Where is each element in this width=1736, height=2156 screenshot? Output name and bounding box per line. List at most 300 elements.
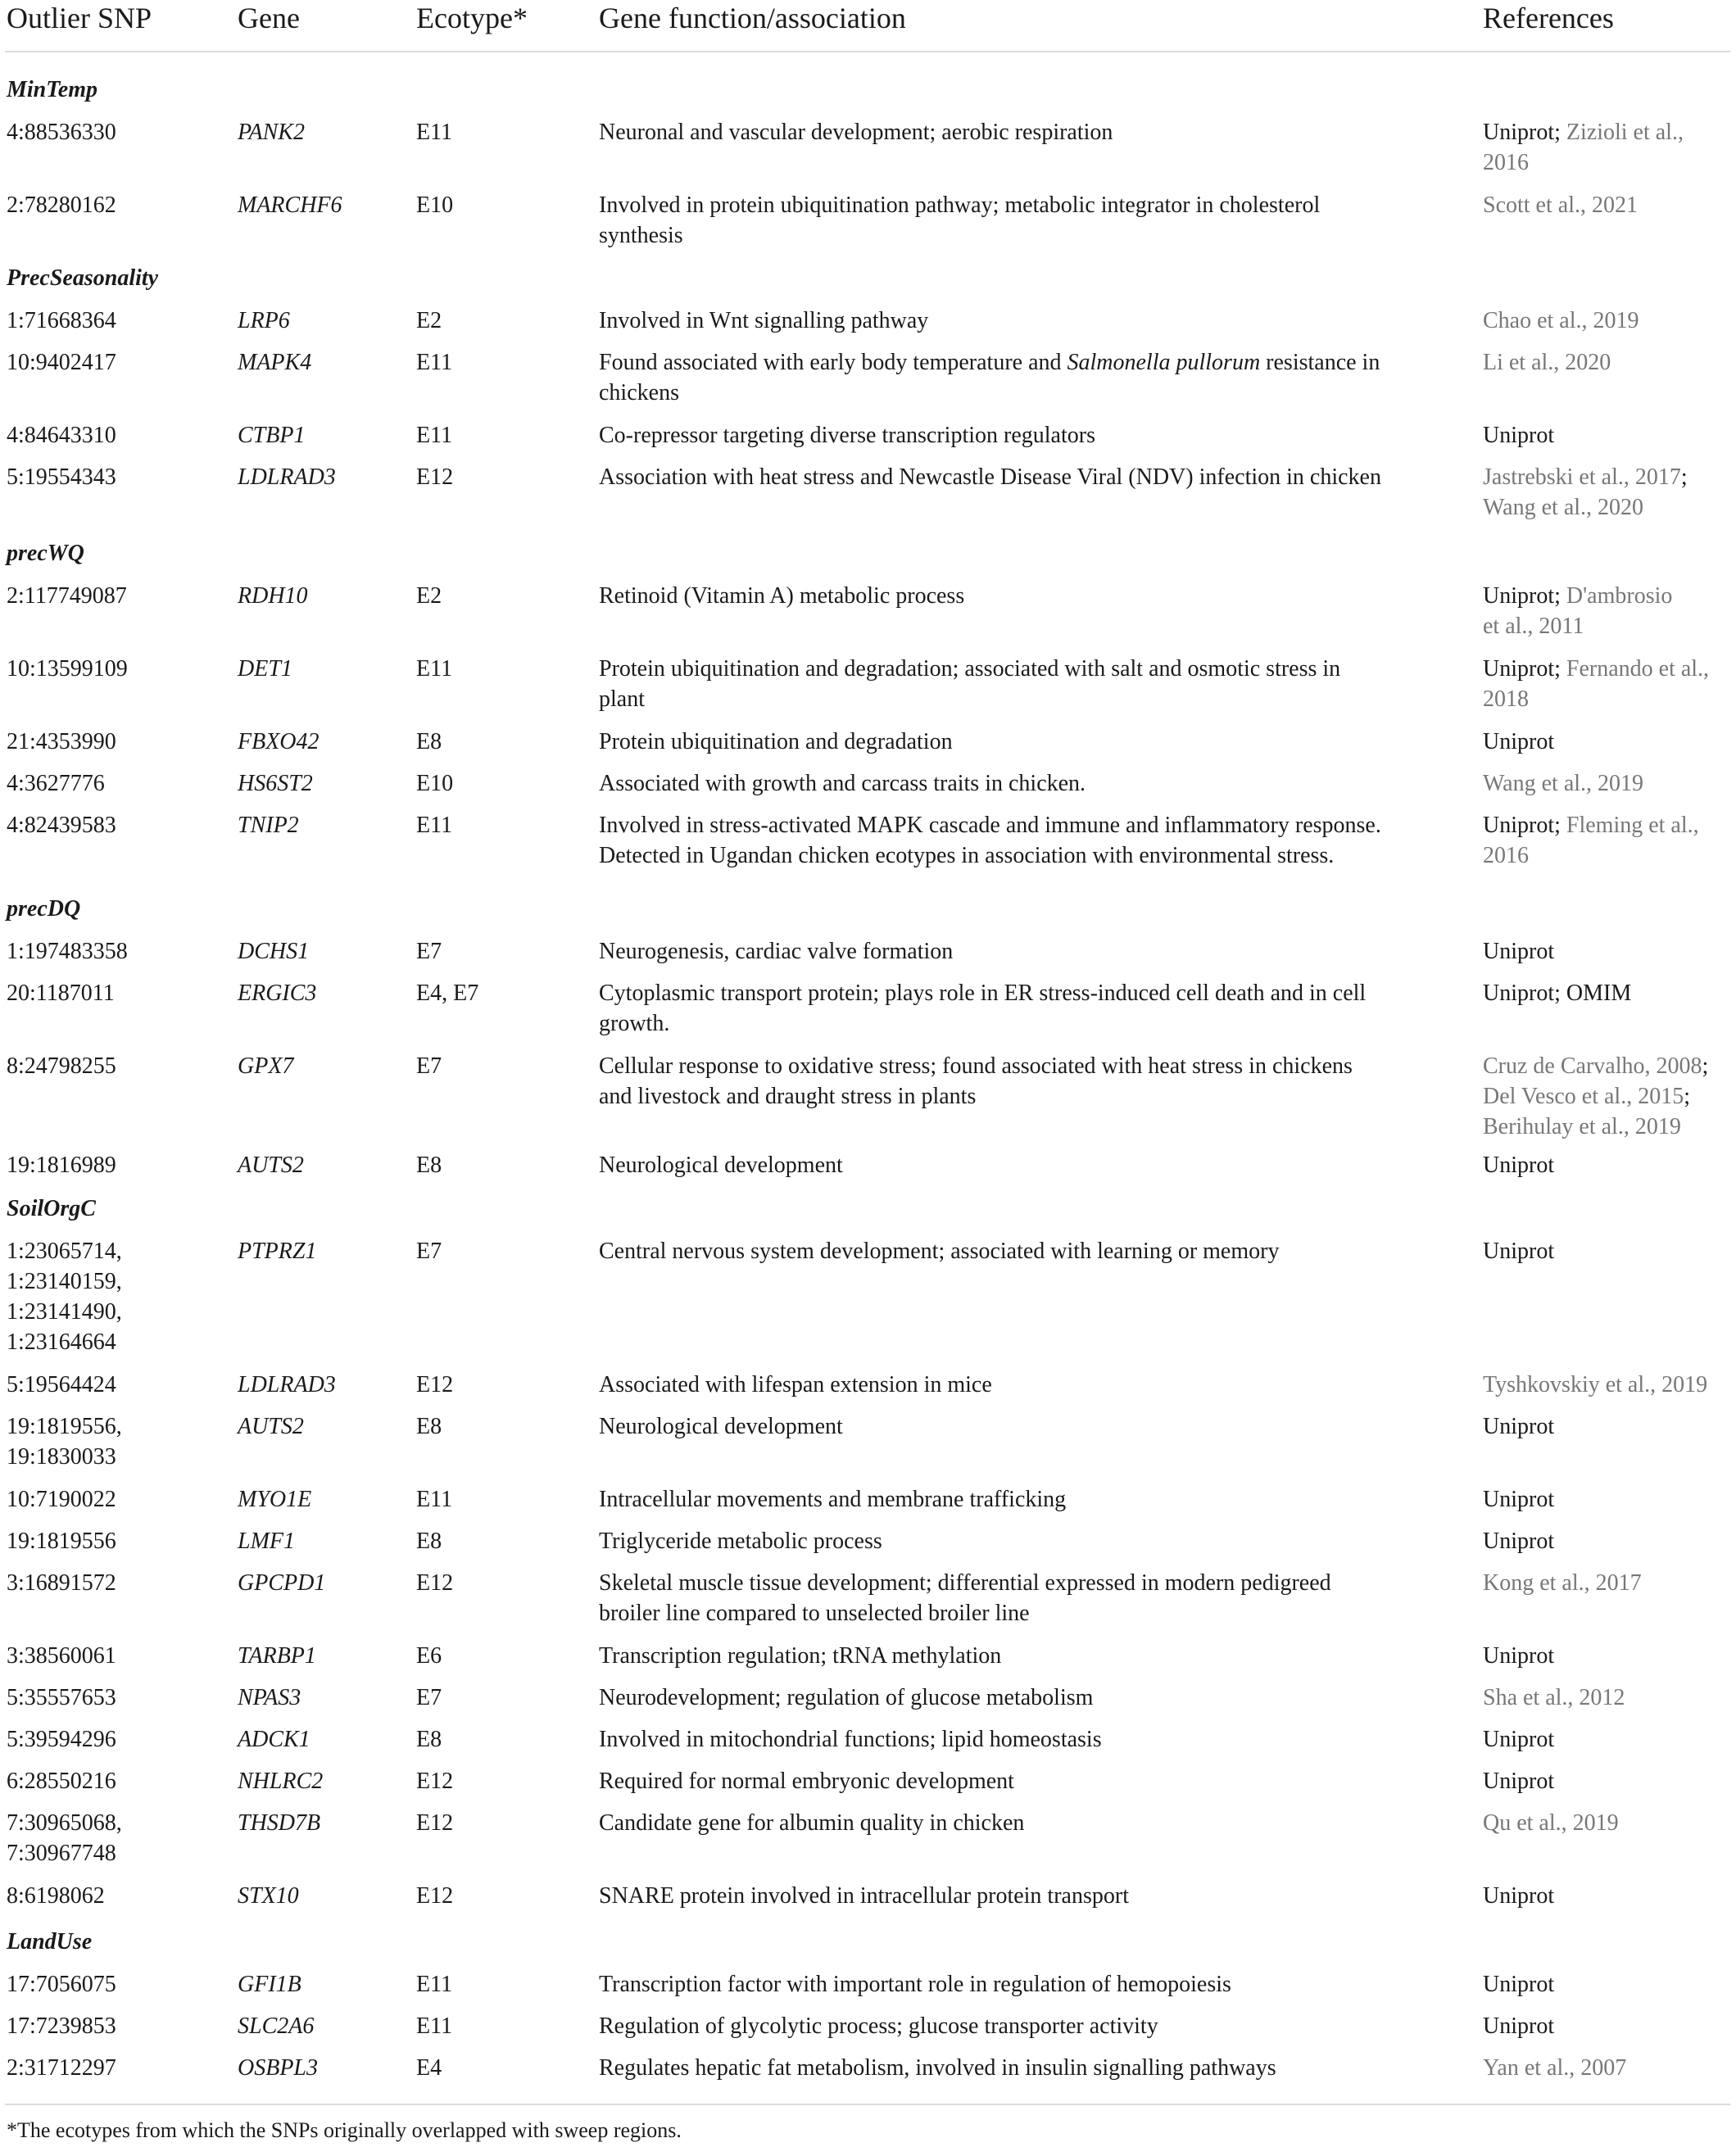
gene-cell: AUTS2 xyxy=(238,1414,304,1439)
header-references: References xyxy=(1483,2,1614,34)
ecotype-cell: E12 xyxy=(416,1769,454,1794)
table-footnote: *The ecotypes from which the SNPs originally overlapped with sweep regions. xyxy=(7,2118,682,2142)
reference-line xyxy=(1483,1568,1733,1598)
function-cell xyxy=(599,768,1418,799)
function-cell xyxy=(599,978,1418,1039)
function-line xyxy=(599,936,1418,967)
snp-id: 21:4353990 xyxy=(7,729,116,754)
header-gene: Gene xyxy=(238,2,300,34)
reference-text: Uniprot xyxy=(1483,1972,1555,1997)
snp-cell xyxy=(7,190,220,220)
function-cell xyxy=(599,1808,1418,1838)
snp-cell xyxy=(7,347,220,378)
reference-line xyxy=(1483,1081,1733,1112)
group-label: LandUse xyxy=(7,1929,93,1954)
function-cell xyxy=(599,810,1418,871)
gene-cell: FBXO42 xyxy=(238,729,320,754)
snp-id: 3:38560061 xyxy=(7,1643,116,1669)
reference-cell xyxy=(1483,1568,1733,1598)
reference-line xyxy=(1483,768,1733,799)
gene-cell: TNIP2 xyxy=(238,813,299,838)
gene-cell: LMF1 xyxy=(238,1529,295,1554)
ecotype-cell: E7 xyxy=(416,939,442,964)
function-line xyxy=(599,306,1418,336)
function-text: Detected in Ugandan chicken ecotypes in association with environmental stress. xyxy=(599,843,1335,868)
ecotype-cell: E12 xyxy=(416,1883,454,1909)
snp-id: 1:71668364 xyxy=(7,308,116,333)
reference-cell xyxy=(1483,1484,1733,1515)
reference-line xyxy=(1483,117,1733,147)
function-line xyxy=(599,1766,1418,1796)
snp-cell xyxy=(7,1236,220,1357)
gene-cell: DCHS1 xyxy=(238,939,310,964)
ecotype-cell: E6 xyxy=(416,1643,442,1669)
header-ecotype: Ecotype* xyxy=(416,2,528,34)
group-label: MinTemp xyxy=(7,77,97,102)
ecotype-cell: E8 xyxy=(416,1153,442,1178)
reference-cell xyxy=(1483,978,1733,1008)
snp-id: 1:23140159, xyxy=(7,1269,122,1294)
function-cell xyxy=(599,936,1418,967)
snp-cell xyxy=(7,420,220,451)
function-text: Involved in Wnt signalling pathway xyxy=(599,308,929,333)
reference-line xyxy=(1483,420,1733,451)
ecotype-cell: E8 xyxy=(416,729,442,754)
reference-line xyxy=(1483,611,1733,641)
function-text: resistance in xyxy=(1260,350,1380,375)
reference-text: Uniprot xyxy=(1483,1487,1555,1512)
function-cell xyxy=(599,1568,1418,1628)
citation-link[interactable]: 2018 xyxy=(1483,686,1529,712)
snp-id: 7:30965068, xyxy=(7,1810,122,1836)
reference-cell xyxy=(1483,810,1733,871)
function-text: Involved in mitochondrial functions; lipid homeostasis xyxy=(599,1727,1102,1752)
snp-cell xyxy=(7,1766,220,1796)
ecotype-cell: E11 xyxy=(416,350,453,375)
gene-cell: DET1 xyxy=(238,656,292,682)
function-text: Neurological development xyxy=(599,1153,843,1178)
snp-id: 1:197483358 xyxy=(7,939,128,964)
function-line xyxy=(599,347,1418,378)
function-line xyxy=(599,420,1418,451)
reference-line xyxy=(1483,1881,1733,1911)
ecotype-cell: E11 xyxy=(416,1487,453,1512)
function-cell xyxy=(599,462,1418,492)
function-text: Neurological development xyxy=(599,1414,843,1439)
ecotype-cell: E8 xyxy=(416,1529,442,1554)
group-label: precWQ xyxy=(7,541,84,566)
snp-id: 4:82439583 xyxy=(7,813,116,838)
snp-id: 2:31712297 xyxy=(7,2055,116,2081)
reference-line xyxy=(1483,1641,1733,1671)
reference-line xyxy=(1483,1808,1733,1838)
snp-cell xyxy=(7,1969,220,2000)
bottom-rule xyxy=(5,2104,1730,2105)
function-cell xyxy=(599,727,1418,757)
group-label: PrecSeasonality xyxy=(7,265,159,291)
gene-cell: GFI1B xyxy=(238,1972,301,1997)
gene-cell: SLC2A6 xyxy=(238,2013,315,2039)
function-cell xyxy=(599,1526,1418,1556)
function-cell xyxy=(599,1969,1418,2000)
reference-text: Uniprot xyxy=(1483,1769,1555,1794)
function-text: plant xyxy=(599,686,645,712)
snp-id: 7:30967748 xyxy=(7,1841,116,1866)
function-text: Skeletal muscle tissue development; differential expressed in modern pedigreed xyxy=(599,1570,1331,1596)
function-text: SNARE protein involved in intracellular protein transport xyxy=(599,1883,1129,1909)
function-line xyxy=(599,1881,1418,1911)
function-text: Protein ubiquitination and degradation; associated with salt and osmotic stress in xyxy=(599,656,1341,682)
reference-cell xyxy=(1483,347,1733,378)
reference-cell xyxy=(1483,768,1733,799)
snp-cell xyxy=(7,1568,220,1598)
function-cell xyxy=(599,1683,1418,1713)
function-line xyxy=(599,1008,1418,1039)
function-text: Association with heat stress and Newcastle Disease Viral (NDV) infection in chicken xyxy=(599,464,1381,490)
reference-line xyxy=(1483,978,1733,1008)
function-line xyxy=(599,190,1418,220)
gene-cell: HS6ST2 xyxy=(238,771,313,796)
snp-cell xyxy=(7,462,220,492)
function-text: Transcription regulation; tRNA methylation xyxy=(599,1643,1002,1669)
function-line xyxy=(599,768,1418,799)
gene-cell: PTPRZ1 xyxy=(238,1239,317,1264)
function-line xyxy=(599,1081,1418,1112)
citation-link[interactable]: 2016 xyxy=(1483,843,1529,868)
reference-text: ; xyxy=(1684,1084,1690,1109)
reference-line xyxy=(1483,1526,1733,1556)
snp-cell xyxy=(7,1411,220,1472)
citation-link[interactable]: D'ambrosio xyxy=(1566,583,1673,609)
reference-text: Uniprot xyxy=(1483,729,1555,754)
ecotype-cell: E12 xyxy=(416,464,454,490)
function-line xyxy=(599,462,1418,492)
function-line xyxy=(599,1051,1418,1081)
function-line xyxy=(599,2011,1418,2041)
reference-text: ; xyxy=(1702,1053,1709,1079)
function-cell xyxy=(599,117,1418,147)
citation-link[interactable]: Fernando et al., xyxy=(1566,656,1710,682)
reference-text: Uniprot xyxy=(1483,1414,1555,1439)
function-text: Regulation of glycolytic process; glucose transporter activity xyxy=(599,2013,1158,2039)
group-label: SoilOrgC xyxy=(7,1196,96,1221)
ecotype-cell: E2 xyxy=(416,308,442,333)
reference-cell xyxy=(1483,1051,1733,1142)
function-text: Candidate gene for albumin quality in chicken xyxy=(599,1810,1025,1836)
function-line xyxy=(599,684,1418,714)
function-line xyxy=(599,220,1418,251)
reference-text: Uniprot; xyxy=(1483,120,1566,145)
gene-cell: NHLRC2 xyxy=(238,1769,324,1794)
citation-link[interactable]: Tyshkovskiy et al., 2019 xyxy=(1483,1372,1708,1397)
reference-line xyxy=(1483,1112,1733,1142)
citation-link[interactable]: Qu et al., 2019 xyxy=(1483,1810,1619,1836)
gene-cell: LDLRAD3 xyxy=(238,1372,336,1397)
function-text: Transcription factor with important role in regulation of hemopoiesis xyxy=(599,1972,1231,1997)
ecotype-cell: E7 xyxy=(416,1685,442,1710)
ecotype-cell: E8 xyxy=(416,1727,442,1752)
citation-link[interactable]: Zizioli et al., xyxy=(1566,120,1684,145)
reference-text: Uniprot; OMIM xyxy=(1483,981,1632,1006)
snp-cell xyxy=(7,1881,220,1911)
snp-id: 5:35557653 xyxy=(7,1685,116,1710)
reference-text: Uniprot xyxy=(1483,1239,1555,1264)
function-line xyxy=(599,1641,1418,1671)
snp-cell xyxy=(7,1484,220,1515)
group-label: precDQ xyxy=(7,896,81,922)
citation-link[interactable]: Del Vesco et al., 2015 xyxy=(1483,1084,1684,1109)
snp-id: 5:39594296 xyxy=(7,1727,116,1752)
function-line xyxy=(599,840,1418,871)
gene-cell: GPCPD1 xyxy=(238,1570,326,1596)
reference-cell xyxy=(1483,1766,1733,1796)
gene-cell: LDLRAD3 xyxy=(238,464,336,490)
citation-link[interactable]: Li et al., 2020 xyxy=(1483,350,1611,375)
gene-cell: MARCHF6 xyxy=(238,192,342,218)
reference-line xyxy=(1483,306,1733,336)
function-text: Neurogenesis, cardiac valve formation xyxy=(599,939,954,964)
function-text: Found associated with early body temperature and xyxy=(599,350,1067,375)
reference-line xyxy=(1483,1969,1733,2000)
snp-id: 1:23065714, xyxy=(7,1239,122,1264)
reference-text: Uniprot xyxy=(1483,2013,1555,2039)
function-text: Intracellular movements and membrane trafficking xyxy=(599,1487,1067,1512)
snp-id: 10:7190022 xyxy=(7,1487,116,1512)
function-text: Triglyceride metabolic process xyxy=(599,1529,882,1554)
function-cell xyxy=(599,2053,1418,2083)
function-text: Protein ubiquitination and degradation xyxy=(599,729,953,754)
reference-cell xyxy=(1483,306,1733,336)
snp-cell xyxy=(7,1808,220,1868)
ecotype-cell: E11 xyxy=(416,2013,453,2039)
snp-id: 8:24798255 xyxy=(7,1053,116,1079)
function-text: Associated with lifespan extension in mice xyxy=(599,1372,992,1397)
reference-text: Uniprot; xyxy=(1483,813,1566,838)
function-line xyxy=(599,2053,1418,2083)
reference-line xyxy=(1483,727,1733,757)
citation-link[interactable]: Scott et al., 2021 xyxy=(1483,192,1638,218)
ecotype-cell: E12 xyxy=(416,1570,454,1596)
ecotype-cell: E8 xyxy=(416,1414,442,1439)
function-text: Associated with growth and carcass traits in chicken. xyxy=(599,771,1086,796)
reference-line xyxy=(1483,347,1733,378)
reference-line xyxy=(1483,147,1733,178)
reference-cell xyxy=(1483,1683,1733,1713)
reference-line xyxy=(1483,462,1733,492)
function-text: Retinoid (Vitamin A) metabolic process xyxy=(599,583,965,609)
reference-cell xyxy=(1483,1881,1733,1911)
snp-id: 19:1816989 xyxy=(7,1153,116,1178)
gene-cell: PANK2 xyxy=(238,120,305,145)
snp-id: 4:3627776 xyxy=(7,771,105,796)
snp-cell xyxy=(7,978,220,1008)
reference-cell xyxy=(1483,2053,1733,2083)
function-line xyxy=(599,1526,1418,1556)
snp-id: 8:6198062 xyxy=(7,1883,105,1909)
gene-cell: ADCK1 xyxy=(238,1727,310,1752)
function-cell xyxy=(599,306,1418,336)
reference-text: Uniprot xyxy=(1483,1153,1555,1178)
reference-line xyxy=(1483,581,1733,611)
ecotype-cell: E11 xyxy=(416,813,453,838)
function-line xyxy=(599,1969,1418,2000)
reference-line xyxy=(1483,936,1733,967)
reference-text: Uniprot xyxy=(1483,939,1555,964)
reference-line xyxy=(1483,2053,1733,2083)
function-cell xyxy=(599,1051,1418,1112)
function-line xyxy=(599,1724,1418,1755)
ecotype-cell: E2 xyxy=(416,583,442,609)
ecotype-cell: E10 xyxy=(416,192,454,218)
gene-cell: MAPK4 xyxy=(238,350,312,375)
snp-cell xyxy=(7,1683,220,1713)
citation-link[interactable]: Jastrebski et al., 2017 xyxy=(1483,464,1681,490)
function-cell xyxy=(599,1641,1418,1671)
reference-line xyxy=(1483,1236,1733,1266)
snp-cell xyxy=(7,581,220,611)
function-text: synthesis xyxy=(599,223,683,248)
reference-line xyxy=(1483,1484,1733,1515)
reference-cell xyxy=(1483,1808,1733,1838)
citation-link[interactable]: et al., 2011 xyxy=(1483,614,1584,639)
function-line xyxy=(599,117,1418,147)
function-line xyxy=(599,1808,1418,1838)
snp-id: 10:13599109 xyxy=(7,656,128,682)
reference-text: Uniprot; xyxy=(1483,583,1566,609)
ecotype-cell: E7 xyxy=(416,1239,442,1264)
reference-line xyxy=(1483,1370,1733,1400)
gene-cell: LRP6 xyxy=(238,308,290,333)
header-gene-function: Gene function/association xyxy=(599,2,906,34)
snp-id: 6:28550216 xyxy=(7,1769,116,1794)
snp-cell xyxy=(7,1051,220,1081)
gene-cell: AUTS2 xyxy=(238,1153,304,1178)
snp-cell xyxy=(7,936,220,967)
function-text: Involved in stress-activated MAPK cascade and immune and inflammatory response. xyxy=(599,813,1381,838)
snp-cell xyxy=(7,768,220,799)
function-text: Involved in protein ubiquitination pathway; metabolic integrator in cholesterol xyxy=(599,192,1321,218)
reference-cell xyxy=(1483,2011,1733,2041)
reference-cell xyxy=(1483,117,1733,178)
function-line xyxy=(599,1484,1418,1515)
snp-cell xyxy=(7,810,220,840)
function-line xyxy=(599,727,1418,757)
reference-cell xyxy=(1483,1236,1733,1266)
citation-link[interactable]: Yan et al., 2007 xyxy=(1483,2055,1627,2081)
citation-link[interactable]: Kong et al., 2017 xyxy=(1483,1570,1642,1596)
snp-id: 20:1187011 xyxy=(7,981,115,1006)
ecotype-cell: E7 xyxy=(416,1053,442,1079)
reference-line xyxy=(1483,1724,1733,1755)
gene-cell: RDH10 xyxy=(238,583,308,609)
reference-cell xyxy=(1483,1641,1733,1671)
reference-cell xyxy=(1483,1526,1733,1556)
reference-text: Uniprot xyxy=(1483,1883,1555,1909)
reference-line xyxy=(1483,1051,1733,1081)
citation-link[interactable]: 2016 xyxy=(1483,150,1529,175)
citation-link[interactable]: Fleming et al., xyxy=(1566,813,1699,838)
reference-text: Uniprot; xyxy=(1483,656,1566,682)
citation-link[interactable]: Berihulay et al., 2019 xyxy=(1483,1114,1681,1139)
snp-id: 5:19564424 xyxy=(7,1372,116,1397)
reference-line xyxy=(1483,2011,1733,2041)
snp-cell xyxy=(7,117,220,147)
reference-cell xyxy=(1483,1969,1733,2000)
function-text: broiler line compared to unselected broiler line xyxy=(599,1601,1030,1626)
citation-link[interactable]: Wang et al., 2020 xyxy=(1483,495,1644,520)
citation-link[interactable]: Chao et al., 2019 xyxy=(1483,308,1639,333)
citation-link[interactable]: Wang et al., 2019 xyxy=(1483,771,1644,796)
snp-id: 3:16891572 xyxy=(7,1570,116,1596)
function-line xyxy=(599,978,1418,1008)
reference-line xyxy=(1483,492,1733,523)
function-cell xyxy=(599,420,1418,451)
ecotype-cell: E12 xyxy=(416,1372,454,1397)
reference-line xyxy=(1483,1683,1733,1713)
function-text: Cytoplasmic transport protein; plays role in ER stress-induced cell death and in cell xyxy=(599,981,1367,1006)
citation-link[interactable]: Cruz de Carvalho, 2008 xyxy=(1483,1053,1702,1079)
function-line xyxy=(599,810,1418,840)
gene-cell: ERGIC3 xyxy=(238,981,317,1006)
function-line xyxy=(599,581,1418,611)
ecotype-cell: E10 xyxy=(416,771,454,796)
gene-cell: TARBP1 xyxy=(238,1643,316,1669)
snp-id: 10:9402417 xyxy=(7,350,116,375)
gene-cell: OSBPL3 xyxy=(238,2055,318,2081)
reference-cell xyxy=(1483,190,1733,220)
function-cell xyxy=(599,1370,1418,1400)
function-cell xyxy=(599,1236,1418,1266)
ecotype-cell: E12 xyxy=(416,1810,454,1836)
citation-link[interactable]: Sha et al., 2012 xyxy=(1483,1685,1625,1710)
function-text: Central nervous system development; associated with learning or memory xyxy=(599,1239,1280,1264)
snp-id: 2:117749087 xyxy=(7,583,127,609)
function-cell xyxy=(599,654,1418,714)
snp-id: 4:84643310 xyxy=(7,423,116,448)
reference-cell xyxy=(1483,1411,1733,1442)
ecotype-cell: E11 xyxy=(416,656,453,682)
reference-line xyxy=(1483,810,1733,840)
snp-cell xyxy=(7,2011,220,2041)
snp-id: 5:19554343 xyxy=(7,464,116,490)
function-text: and livestock and draught stress in plants xyxy=(599,1084,977,1109)
gene-cell: STX10 xyxy=(238,1883,299,1909)
reference-cell xyxy=(1483,654,1733,714)
function-text: Regulates hepatic fat metabolism, involved in insulin signalling pathways xyxy=(599,2055,1276,2081)
header-rule xyxy=(5,51,1730,52)
reference-cell xyxy=(1483,1370,1733,1400)
function-cell xyxy=(599,1411,1418,1442)
reference-line xyxy=(1483,684,1733,714)
gene-cell: CTBP1 xyxy=(238,423,306,448)
function-cell xyxy=(599,347,1418,408)
snp-cell xyxy=(7,1150,220,1180)
reference-line xyxy=(1483,840,1733,871)
function-text: growth. xyxy=(599,1011,670,1036)
reference-text: Uniprot xyxy=(1483,423,1555,448)
function-line xyxy=(599,1568,1418,1598)
snp-id: 17:7056075 xyxy=(7,1972,116,1997)
reference-line xyxy=(1483,190,1733,220)
snp-id: 2:78280162 xyxy=(7,192,116,218)
snp-id: 17:7239853 xyxy=(7,2013,116,2039)
gene-cell: NPAS3 xyxy=(238,1685,301,1710)
reference-cell xyxy=(1483,581,1733,641)
function-cell xyxy=(599,1724,1418,1755)
function-line xyxy=(599,1683,1418,1713)
snp-cell xyxy=(7,727,220,757)
function-cell xyxy=(599,1484,1418,1515)
